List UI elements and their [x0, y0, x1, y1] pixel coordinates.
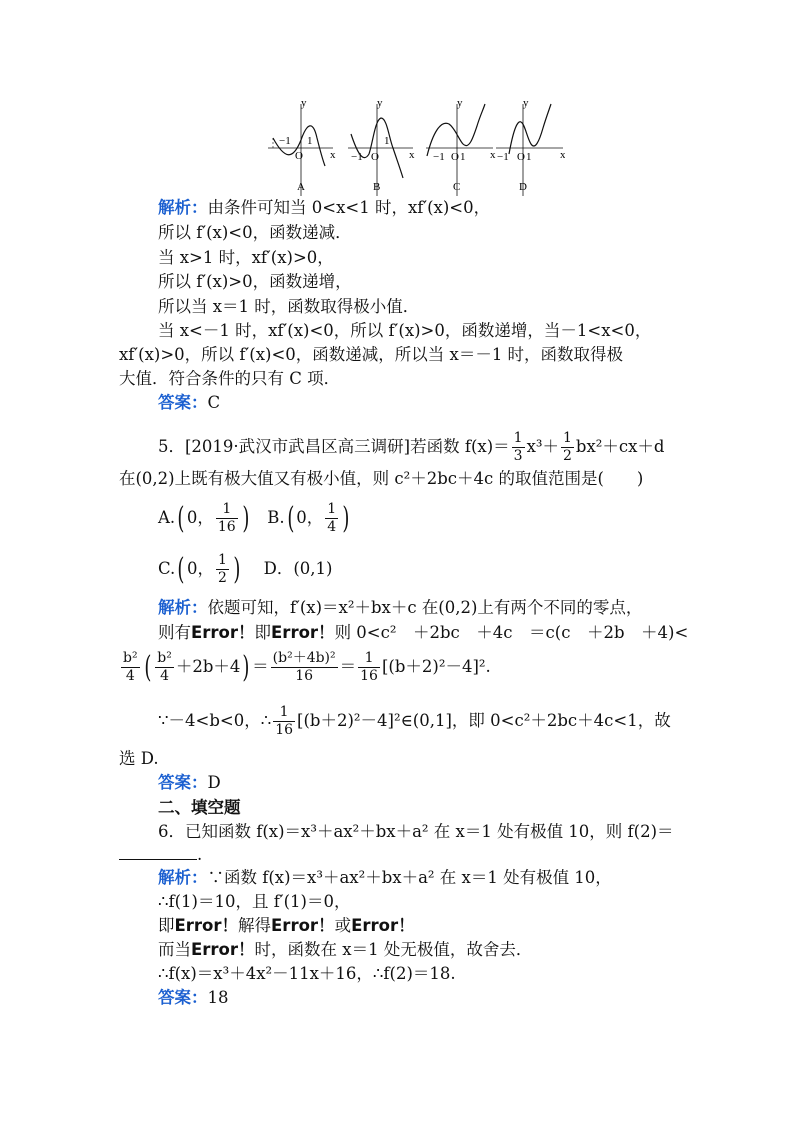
- graph-a-label: A: [297, 181, 305, 193]
- s5-answer: [158, 771, 221, 795]
- s1-line3: 当 x>1 时，xf′(x)>0，: [158, 248, 334, 267]
- graph-a: [268, 98, 336, 196]
- graph-b-y: y: [377, 98, 383, 109]
- s1-line5: 所以当 x＝1 时，函数取得极小值．: [158, 297, 420, 316]
- option-a-frac: $\frac{1}{16}$: [217, 501, 236, 535]
- graph-d-origin: O: [517, 151, 525, 163]
- answer-blank: [119, 845, 197, 860]
- s5-line4: ∵－4<b<0，∴ $\frac{1}{16}$ [(b＋2)²－4]²∈(0,1]，即 0<c²＋2bc＋4c<1，故: [158, 704, 671, 738]
- graph-a-tick-neg1: −1: [279, 135, 291, 147]
- s6-answer-value: 18: [207, 988, 229, 1007]
- option-a-label: A.: [158, 508, 176, 527]
- graph-d: [496, 98, 565, 196]
- option-b-label: B.: [267, 508, 285, 527]
- s1-line2: 所以 f′(x)<0，函数递减．: [158, 223, 352, 242]
- q5-frac2: $\frac{1}{2}$: [562, 430, 572, 464]
- q5-options-cd: C.( 0， $\frac{1}{2}$ ) D．(0,1): [158, 551, 333, 587]
- jiexi-label: 解析：: [158, 868, 208, 887]
- q6-line2: .: [119, 843, 202, 867]
- graph-d-label: D: [519, 181, 527, 193]
- q5-frac1: $\frac{1}{3}$: [513, 430, 523, 464]
- graph-d-y: y: [523, 98, 529, 109]
- s1-line4: 所以 f′(x)>0，函数递增，: [158, 272, 352, 291]
- s1-line8: 大值．符合条件的只有 C 项．: [119, 369, 341, 388]
- graph-c-label: C: [453, 181, 461, 193]
- s6-line5: ∴f(x)＝x³＋4x²－11x＋16，∴f(2)＝18.: [158, 964, 456, 983]
- daan-label: 答案：: [158, 988, 208, 1007]
- s6-line1: 解析：∵函数 f(x)＝x³＋ax²＋bx＋a² 在 x＝1 处有极值 10，: [158, 868, 612, 887]
- graph-a-x: x: [330, 149, 336, 161]
- q5-stem-b: x³＋: [526, 437, 559, 456]
- daan-label: 答案：: [158, 393, 208, 412]
- option-b-frac: $\frac{1}{4}$: [327, 501, 337, 535]
- section-title: 二、填空题: [158, 798, 241, 817]
- s6-line4: 而当Error！时，函数在 x＝1 处无极值，故舍去．: [158, 940, 533, 959]
- graph-a-tick-1: 1: [307, 135, 313, 147]
- graph-c-origin: O: [451, 151, 459, 163]
- s1-text1: 由条件可知当 0<x<1 时，xf′(x)<0，: [207, 198, 491, 217]
- graph-a-origin: O: [295, 150, 303, 162]
- graph-b-tick-1: 1: [384, 135, 390, 147]
- s1-answer: [158, 391, 220, 415]
- graph-c-x: x: [490, 149, 496, 161]
- s1-line7: xf′(x)>0，所以 f′(x)<0，函数递减，所以当 x＝－1 时，函数取得极: [119, 345, 624, 364]
- option-d: D．(0,1): [263, 559, 333, 578]
- s6-line2: ∴f(1)＝10，且 f′(1)＝0，: [158, 892, 351, 911]
- s5-line3: $\frac{\text{b²}}{4}$ ( $\frac{\text{b²}}{4}$ ＋2b＋4) ＝ $\frac{\text{(b²＋4b)²}}{16}$ ＝ $\frac{1}{16}$ [(b＋2)²－4]².: [123, 649, 491, 685]
- option-c-label: C.: [158, 559, 176, 578]
- option-c-frac: $\frac{1}{2}$: [218, 552, 227, 586]
- s5-line2: 则有Error！即Error！则 0<c² ＋2bc ＋4c ＝c(c ＋2b ＋4)<: [158, 623, 689, 642]
- q5-stem2: 在(0,2)上既有极大值又有极小值，则 c²＋2bc＋4c 的取值范围是( ): [119, 469, 644, 488]
- graph-b-label: B: [373, 181, 381, 193]
- graph-c: [426, 98, 496, 196]
- q5-stem-a: 5．[2019·武汉市武昌区高三调研]若函数 f(x)＝: [158, 437, 510, 456]
- s6-line3: 即Error！解得Error！或Error！: [158, 916, 415, 935]
- s1-line6: 当 x<－1 时，xf′(x)<0，所以 f′(x)>0，函数递增，当－1<x<0，: [158, 321, 652, 340]
- graph-a-y: y: [301, 98, 307, 109]
- s1-answer-value: C: [207, 393, 221, 412]
- option-graphs: [265, 98, 565, 198]
- graph-b-x: x: [409, 149, 415, 161]
- q5-stem: [158, 427, 665, 467]
- q6-line1: 6．已知函数 f(x)＝x³＋ax²＋bx＋a² 在 x＝1 处有极值 10，则 f(2)＝: [158, 822, 674, 841]
- jiexi-label: 解析：: [158, 198, 208, 217]
- graph-b-tick-neg1: −1: [351, 151, 363, 163]
- graph-c-tick-1: 1: [460, 151, 466, 163]
- jiexi-label: 解析：: [158, 598, 208, 617]
- graph-d-x: x: [560, 149, 565, 161]
- daan-label: 答案：: [158, 773, 208, 792]
- graph-b: [348, 98, 415, 196]
- graph-b-origin: O: [371, 151, 379, 163]
- s5-line5: 选 D.: [119, 749, 159, 768]
- graph-d-tick-1: 1: [526, 151, 532, 163]
- graph-c-tick-neg1: −1: [433, 151, 445, 163]
- s5-line1: 解析：依题可知，f′(x)＝x²＋bx＋c 在(0,2)上有两个不同的零点，: [158, 598, 643, 617]
- s5-answer-value: D: [207, 773, 221, 792]
- q5-stem-c: bx²＋cx＋d: [575, 437, 665, 456]
- graph-d-tick-neg1: −1: [497, 151, 509, 163]
- q5-options-ab: A.( 0， $\frac{1}{16}$ ) B.( 0， $\frac{1}{4}$ ): [158, 500, 350, 536]
- s6-answer: [158, 986, 229, 1010]
- graph-c-y: y: [457, 98, 463, 109]
- s1-line1: [158, 196, 490, 220]
